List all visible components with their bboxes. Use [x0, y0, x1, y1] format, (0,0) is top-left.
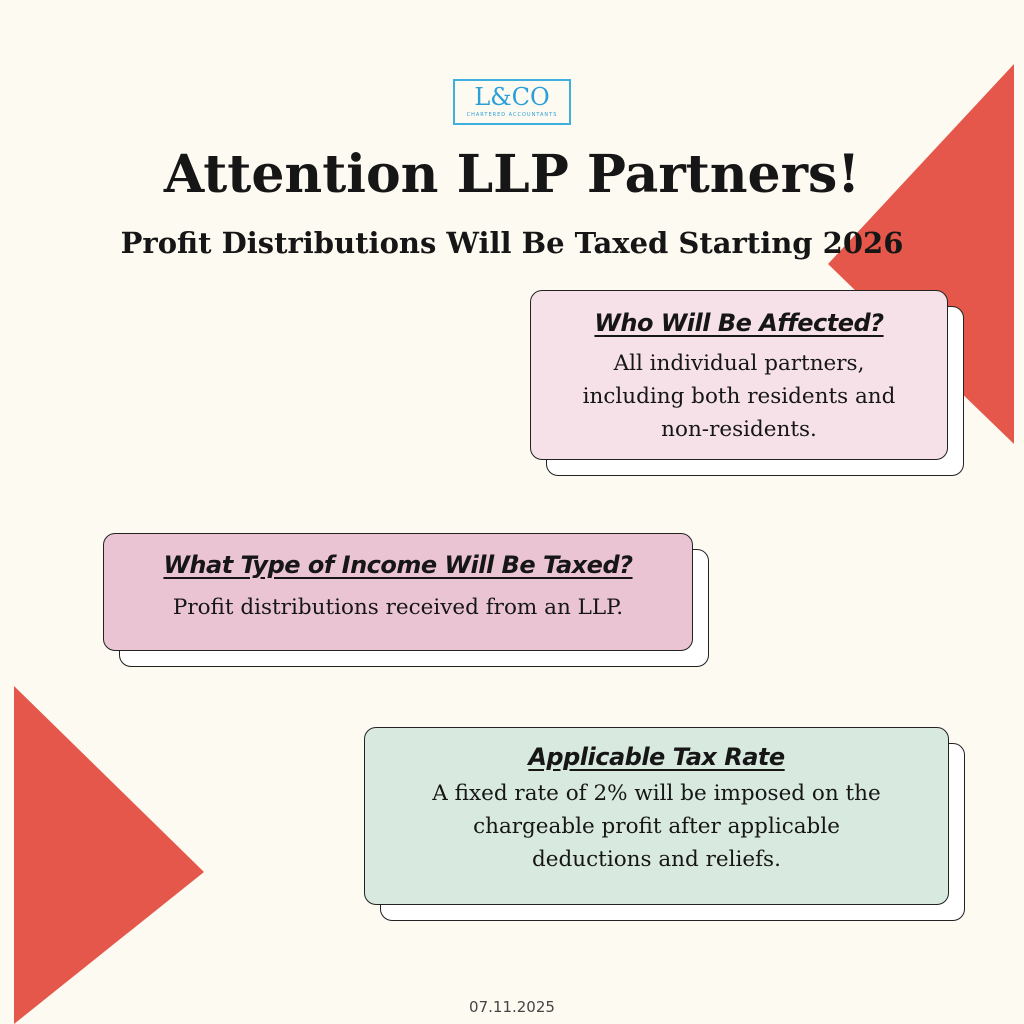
page-subtitle: Profit Distributions Will Be Taxed Starting 2026	[120, 226, 904, 260]
card-tax-rate	[364, 727, 949, 905]
card-body-line: non-residents.	[661, 417, 817, 442]
card-heading: Applicable Tax Rate	[528, 743, 785, 771]
card-body-line: deductions and reliefs.	[532, 847, 781, 872]
page-title: Attention LLP Partners!	[163, 144, 861, 205]
decorative-triangle-bottom-left	[14, 686, 204, 1024]
card-body	[104, 591, 692, 624]
card-body-line: chargeable profit after applicable	[473, 814, 840, 839]
card-panel	[530, 290, 948, 460]
card-income-type	[103, 533, 693, 651]
card-panel	[103, 533, 693, 651]
card-body	[531, 347, 947, 446]
company-logo	[453, 79, 571, 125]
card-body-line: All individual partners,	[613, 351, 865, 376]
card-body-line: Profit distributions received from an LLP.	[172, 595, 624, 620]
card-body-line: A fixed rate of 2% will be imposed on the	[432, 781, 881, 806]
logo-subtext: CHARTERED ACCOUNTANTS	[466, 112, 558, 118]
card-body-line: including both residents and	[582, 384, 896, 409]
card-heading: What Type of Income Will Be Taxed?	[163, 551, 633, 579]
post-date: 07.11.2025	[469, 998, 555, 1016]
card-panel	[364, 727, 949, 905]
card-heading: Who Will Be Affected?	[594, 309, 884, 337]
card-body	[365, 777, 948, 876]
card-who-affected	[530, 290, 948, 460]
logo-text: L&CO	[474, 83, 550, 111]
